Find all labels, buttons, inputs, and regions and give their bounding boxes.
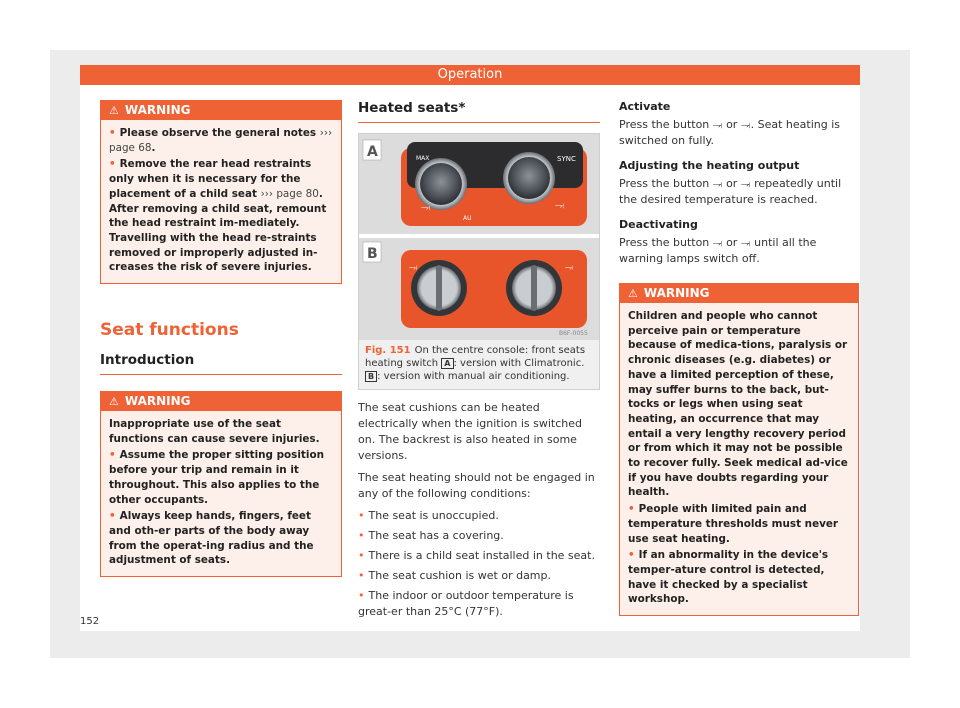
warning-lead: Inappropriate use of the seat functions can cause severe injuries. xyxy=(109,418,320,445)
label-a: A xyxy=(367,144,378,160)
figure-151 xyxy=(358,133,600,390)
warning-item: • Remove the rear head restraints only when it is necessary for the placement of a child seat ››› page 80. After removing a child seat, remount the head restraint im-mediately. Travelling with the head re-straints removed or improperly adjusted in-creases the risk of severe injuries. xyxy=(109,158,327,274)
subsection-title: Introduction xyxy=(100,352,342,375)
column-right xyxy=(619,100,859,616)
bullet-icon: • xyxy=(109,449,116,462)
column-left xyxy=(100,100,342,577)
label-b: B xyxy=(367,246,378,262)
paragraph-1: The seat cushions can be heated electrically when the ignition is switched on. The backrest is also heated in some versions. xyxy=(358,401,582,462)
max-label: MAX xyxy=(416,155,430,162)
warning-header: ⚠ WARNING xyxy=(101,392,341,411)
warning-body xyxy=(101,120,341,283)
adjust-text: Press the button ⥗ or ⥗ repeatedly until the desired temperature is reached. xyxy=(619,177,842,206)
knob-left xyxy=(420,163,462,205)
box-letter-b: B xyxy=(365,371,377,382)
seat-heat-right-icon: ⥗ xyxy=(740,177,751,190)
deactivate-label: Deactivating xyxy=(619,218,698,231)
warning-item: • Assume the proper sitting position before your trip and remain in it throughout. This also applies to the other occupants. xyxy=(109,449,324,506)
warning-body xyxy=(620,303,858,615)
page-number: 152 xyxy=(80,616,100,627)
list-item: • The seat has a covering. xyxy=(358,529,504,542)
adjust-label: Adjusting the heating output xyxy=(619,159,800,172)
list-item: • The seat is unoccupied. xyxy=(358,509,499,522)
heated-seats-title: Heated seats* xyxy=(358,100,600,123)
bullet-icon: • xyxy=(358,569,365,582)
deactivate-text: Press the button ⥗ or ⥗ until all the warning lamps switch off. xyxy=(619,236,817,265)
warning-triangle-icon: ⚠ xyxy=(628,287,638,300)
page-link[interactable]: ››› page 68 xyxy=(109,127,333,154)
conditions-list xyxy=(358,508,600,620)
warning-triangle-icon: ⚠ xyxy=(109,395,119,409)
list-item: • There is a child seat installed in the seat. xyxy=(358,549,595,562)
seat-heat-right-icon: ⥗ xyxy=(740,236,751,249)
list-item: • The indoor or outdoor temperature is great-er than 25°C (77°F). xyxy=(358,589,574,618)
seat-heat-left-icon: ⥗ xyxy=(712,118,723,131)
warning-box-seat-functions xyxy=(100,391,342,577)
warning-item: • People with limited pain and temperature thresholds must never use seat heating. xyxy=(628,503,839,545)
activate-text: Press the button ⥗ or ⥗. Seat heating is switched on fully. xyxy=(619,118,841,147)
warning-header: ⚠ WARNING xyxy=(101,101,341,120)
warning-header: ⚠ WARNING xyxy=(620,284,858,303)
bullet-icon: • xyxy=(628,549,635,562)
warning-box-seat-heating xyxy=(619,283,859,616)
paragraph-2: The seat heating should not be engaged in any of the following conditions: xyxy=(358,471,595,500)
bullet-icon: • xyxy=(358,509,365,522)
bullet-icon: • xyxy=(358,529,365,542)
warning-item: • Please observe the general notes ››› page 68. xyxy=(109,127,333,154)
figure-code: B6F-0055 xyxy=(559,330,588,337)
list-item: • The seat cushion is wet or damp. xyxy=(358,569,552,582)
activate-label: Activate xyxy=(619,100,671,113)
seat-heat-left-icon: ⥗ xyxy=(712,236,723,249)
figure-caption: Fig. 151 On the centre console: front seats heating switch A : version with Climatronic. B : version with manual air conditioning. xyxy=(359,340,599,389)
bullet-icon: • xyxy=(109,510,116,523)
figure-image xyxy=(359,134,599,340)
box-letter-a: A xyxy=(441,358,453,369)
knob-right xyxy=(508,157,550,199)
warning-item: • Always keep hands, fingers, feet and oth-er parts of the body away from the operat-ing radius and the adjustment of seats. xyxy=(109,510,314,567)
bullet-icon: • xyxy=(628,503,635,516)
warning-lead: Children and people who cannot perceive pain or temperature because of medica-tions, paralysis or chronic diseases (e.g. diabetes) or have a limited perception of these, may suffer burns to the back, but-tocks or legs when using seat heating, an occurrence that may entail a very lengthy recovery period or from which it may not be possible to recover fully. Seek medical ad-vice if you have doubts regarding your health. xyxy=(628,310,848,499)
seat-heat-right-icon: ⥗ xyxy=(555,200,564,211)
warning-triangle-icon: ⚠ xyxy=(109,104,119,117)
chapter-header: Operation xyxy=(80,65,860,85)
warning-body xyxy=(101,411,341,576)
page-link[interactable]: ››› page 80 xyxy=(260,187,319,200)
sync-label: SYNC xyxy=(557,155,576,163)
section-title: Seat functions xyxy=(100,320,239,341)
bullet-icon: • xyxy=(358,549,365,562)
seat-heat-left-icon: ⥗ xyxy=(421,202,430,213)
bullet-icon: • xyxy=(109,127,116,139)
seat-heat-left-icon-b: ⥗ xyxy=(409,263,418,273)
column-middle xyxy=(358,100,600,624)
figure-number: Fig. 151 xyxy=(365,345,411,356)
warning-box-head-restraints xyxy=(100,100,342,284)
seat-heat-right-icon-b: ⥗ xyxy=(565,263,574,273)
bullet-icon: • xyxy=(358,589,365,602)
console-illustration xyxy=(359,134,599,340)
auto-label: AU xyxy=(463,215,472,222)
seat-heat-left-icon: ⥗ xyxy=(712,177,723,190)
seat-heat-right-icon: ⥗ xyxy=(740,118,751,131)
bullet-icon: • xyxy=(109,158,116,171)
warning-item: • If an abnormality in the device's temper-ature control is detected, have it checked by a specialist workshop. xyxy=(628,549,829,606)
